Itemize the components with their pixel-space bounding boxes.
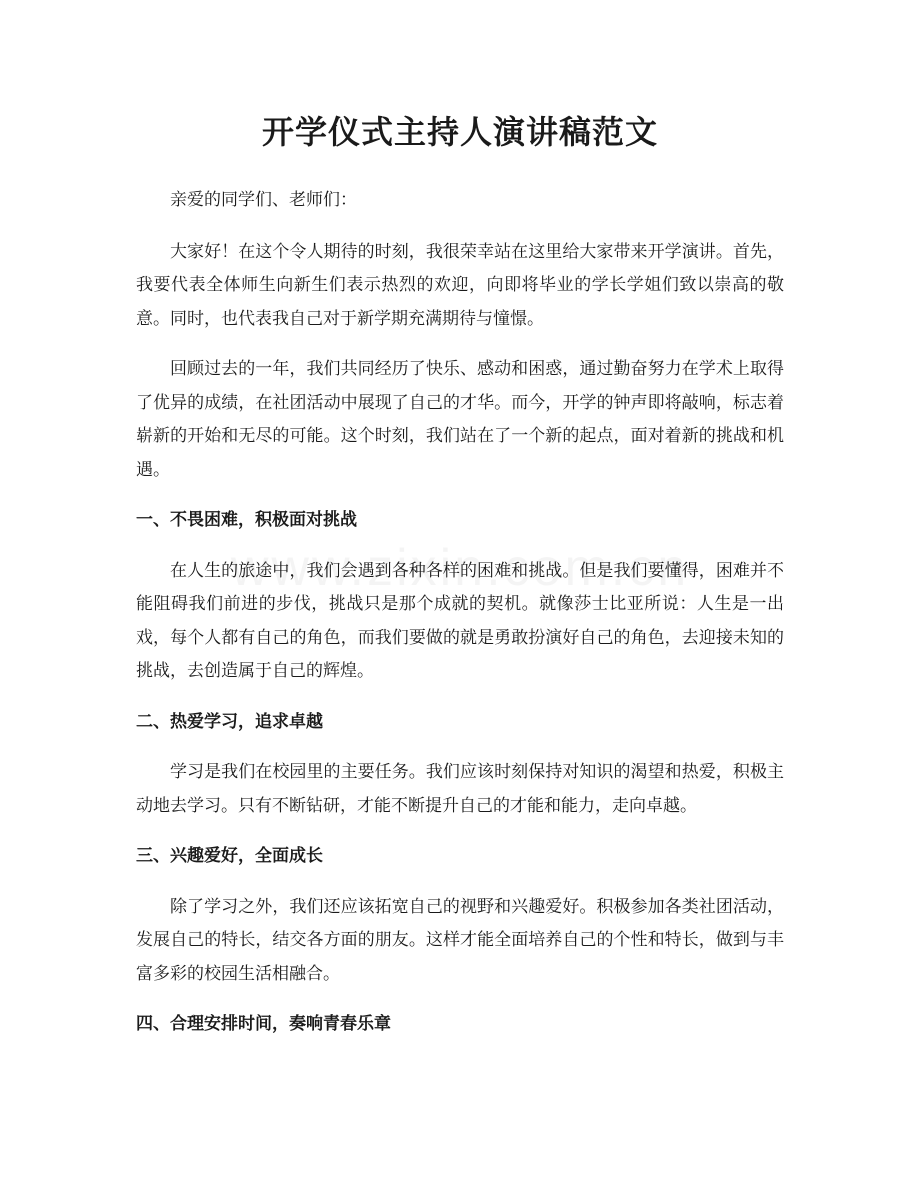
section-heading-1: 一、不畏困难，积极面对挑战	[136, 510, 357, 530]
greeting-line: 亲爱的同学们、老师们：	[170, 190, 357, 210]
section-body-3: 除了学习之外，我们还应该拓宽自己的视野和兴趣爱好。积极参加各类社团活动，发展自己的特长，结交各方面的朋友。这样才能全面培养自己的个性和特长，做到与丰富多彩的校园生活相融合。	[136, 896, 784, 984]
section-heading-2: 二、热爱学习，追求卓越	[136, 711, 323, 732]
section-body-1: 在人生的旅途中，我们会遇到各种各样的困难和挑战。但是我们要懂得，困难并不能阻碍我们前进的步伐，挑战只是那个成就的契机。就像莎士比亚所说：人生是一出戏，每个人都有自己的角色，而我们要做的就是勇敢扮演好自己的角色，去迎接未知的挑战，去创造属于自己的辉煌。	[136, 560, 784, 681]
section-body-2: 学习是我们在校园里的主要任务。我们应该时刻保持对知识的渴望和热爱，积极主动地去学习。只有不断钻研，才能不断提升自己的才能和能力，走向卓越。	[136, 762, 784, 816]
document-body	[136, 184, 784, 1059]
document-title: 开学仪式主持人演讲稿范文	[261, 113, 658, 151]
section-heading-4: 四、合理安排时间，奏响青春乐章	[136, 1014, 391, 1034]
intro-paragraph-2: 回顾过去的一年，我们共同经历了快乐、感动和困惑，通过勤奋努力在学术上取得了优异的成绩，在社团活动中展现了自己的才华。而今，开学的钟声即将敲响，标志着崭新的开始和无尽的可能。这个时刻，我们站在了一个新的起点，面对着新的挑战和机遇。	[136, 359, 784, 480]
section-heading-3: 三、兴趣爱好，全面成长	[136, 846, 323, 866]
intro-paragraph-1: 大家好！在这个令人期待的时刻，我很荣幸站在这里给大家带来开学演讲。首先，我要代表全体师生向新生们表示热烈的欢迎，向即将毕业的学长学姐们致以崇高的敬意。同时，也代表我自己对于新学期充满期待与憧憬。	[136, 241, 784, 329]
